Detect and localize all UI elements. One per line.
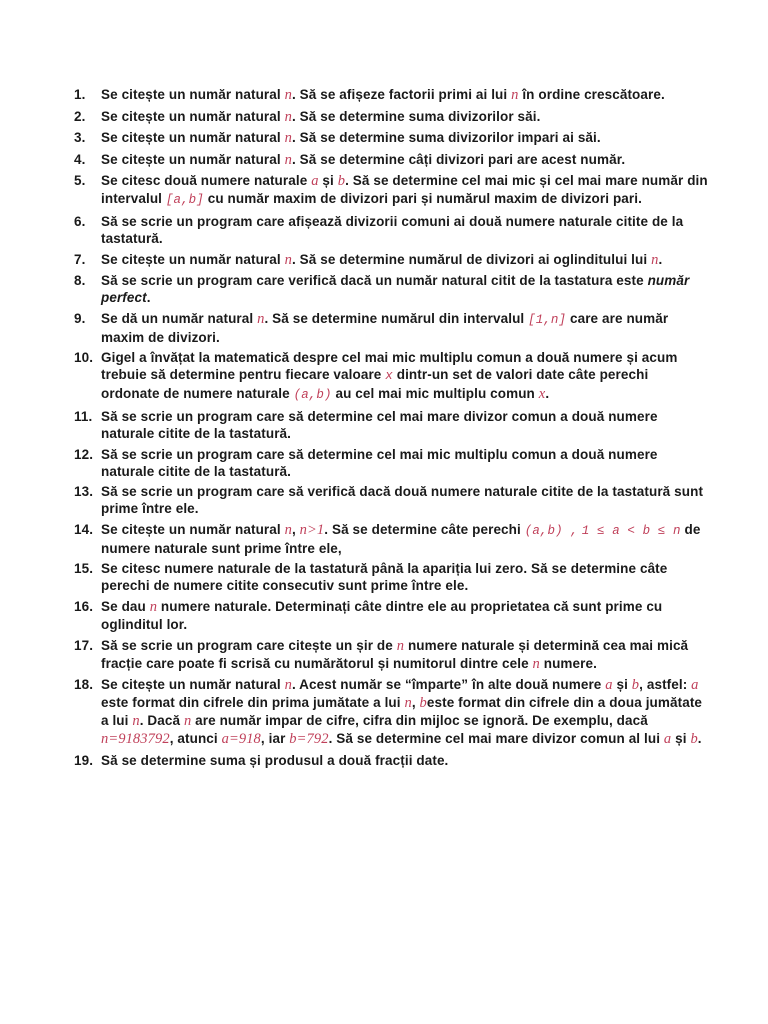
problem-text: . Să se determine câți divizori pari are acest număr. — [291, 151, 626, 167]
problem-text: Se citește un număr natural — [101, 151, 285, 167]
problem-text: . Dacă — [139, 713, 184, 729]
problem-text: numere naturale. Determinați câte dintre ele au proprietatea că sunt prime cu oglinditul lor. — [101, 598, 663, 632]
problem-text: are număr impar de cifre, cifra din mijloc se ignoră. De exemplu, dacă — [191, 713, 648, 729]
math-variable: b=792 — [289, 731, 329, 748]
problem-item — [74, 752, 708, 769]
problem-item — [74, 86, 708, 104]
problem-text: numere. — [539, 655, 597, 671]
problem-number: 6. — [74, 213, 86, 229]
problem-number: 8. — [74, 273, 86, 289]
math-variable: n — [511, 87, 519, 103]
problem-number: 10. — [74, 350, 94, 366]
problem-item — [74, 129, 708, 147]
problem-text: Se citesc două numere naturale — [101, 173, 312, 189]
math-variable: n — [284, 130, 292, 147]
problem-text: . Să se determine suma divizorilor impari ai săi. — [291, 130, 601, 146]
code-expression: x — [385, 369, 393, 384]
problem-text: . — [545, 386, 550, 402]
math-variable: a — [311, 173, 319, 190]
problem-text: Să se scrie un program care verifică dacă un număr natural citit de la tastatura este — [101, 273, 648, 289]
math-variable: n>1 — [299, 521, 325, 538]
math-variable: n — [396, 637, 405, 654]
math-variable: n — [257, 310, 265, 327]
problem-text: Să se scrie un program care să determine cel mai mare divizor comun a două numere naturale citite de la tastatură. — [101, 408, 658, 441]
math-variable: a — [605, 677, 613, 694]
problem-number: 18. — [74, 677, 94, 693]
problem-text: Se citește un număr natural — [101, 108, 285, 124]
problem-text: Se citește un număr natural — [101, 87, 285, 102]
code-expression: [a,b] — [165, 193, 204, 208]
math-variable: b — [631, 677, 640, 694]
problem-item — [74, 637, 708, 673]
problem-text: Gigel a învățat la matematică despre cel mai mic multiplu comun a două numere și acum trebuie să determine pentru fiecare valoare — [101, 350, 678, 383]
problem-text: . Să se determine numărul de divizori ai oglinditului lui — [291, 251, 652, 267]
math-variable: n — [532, 655, 540, 672]
emphasized-term: număr perfect — [101, 273, 690, 306]
problem-item — [74, 483, 708, 517]
math-variable: n — [284, 108, 292, 125]
problem-number: 11. — [74, 408, 93, 424]
problem-text: , atunci — [169, 731, 222, 747]
problem-text: Se dă un număr natural — [101, 310, 258, 326]
math-variable: n — [651, 251, 659, 268]
problem-item — [74, 560, 708, 594]
problem-number: 17. — [74, 637, 94, 653]
problem-text: Se dau — [101, 598, 150, 614]
math-variable: a — [691, 677, 699, 694]
problem-text: . Să se determine cel mai mare divizor comun al lui — [328, 731, 664, 747]
problem-text: . — [697, 731, 702, 747]
problem-item — [74, 151, 708, 169]
problem-text: Se citește un număr natural — [101, 677, 285, 693]
problem-item — [74, 598, 708, 633]
math-variable: n — [284, 251, 292, 268]
code-expression: (a,b) , — [524, 523, 578, 538]
problem-number: 2. — [74, 108, 86, 124]
problem-number: 9. — [74, 310, 86, 326]
math-variable: b — [690, 731, 698, 748]
problem-text: Se citește un număr natural — [101, 521, 285, 537]
problem-number: 5. — [74, 173, 86, 189]
problem-text: dintr-un set de valori date câte perechi ordonate de numere naturale — [101, 367, 649, 402]
problem-number: 3. — [74, 130, 86, 146]
problem-text: , iar — [260, 731, 290, 747]
problem-text: . — [146, 290, 151, 306]
problem-text: Se citesc numere naturale de la tastatură până la apariția lui zero. Să se determine câte perechi de numere citite consecutiv sunt prime între ele. — [101, 561, 668, 594]
math-variable: n — [132, 713, 140, 730]
problem-text: este format din cifrele din prima jumătate a lui — [101, 695, 405, 711]
problem-text: Să se scrie un program care să verifică dacă două numere naturale citite de la tastatură sunt prime între ele. — [101, 484, 704, 517]
problem-text: de numere naturale sunt prime între ele, — [101, 521, 701, 556]
problem-item — [74, 446, 708, 480]
problem-item — [74, 172, 708, 209]
problem-text: în ordine crescătoare. — [518, 87, 665, 102]
math-variable: a — [663, 731, 672, 748]
problem-text: , — [411, 695, 420, 711]
problem-text: . Să se determine suma divizorilor săi. — [291, 108, 541, 124]
problem-text: . Să se determine cel mai mic și cel mai mare număr din intervalul — [101, 173, 708, 207]
math-variable: n — [284, 151, 292, 168]
problem-number: 14. — [74, 521, 94, 537]
problem-text: . Să se determine câte perechi — [324, 521, 525, 537]
problem-item — [74, 521, 708, 557]
problem-text: Se citește un număr natural — [101, 130, 285, 146]
code-expression: 1 ≤ a < b ≤ n — [581, 523, 681, 538]
problem-item — [74, 213, 708, 247]
problem-text: , astfel: — [639, 677, 692, 693]
problem-item — [74, 408, 708, 442]
problem-number: 4. — [74, 151, 86, 167]
code-expression: [1,n] — [528, 312, 567, 327]
problem-item — [74, 108, 708, 126]
problem-text: Să se scrie un program care citește un șir de — [101, 637, 397, 653]
problem-item — [74, 349, 708, 404]
problem-text: au cel mai mic multiplu comun — [331, 386, 539, 402]
math-variable: n — [404, 695, 412, 712]
code-expression: (a,b) — [293, 388, 332, 403]
problem-number: 15. — [74, 561, 94, 577]
problem-number: 16. — [74, 598, 94, 614]
problem-number: 12. — [74, 446, 94, 462]
problem-text: și — [318, 173, 338, 189]
problem-number: 13. — [74, 484, 94, 500]
problem-text: numere naturale și determină cea mai mică fracție care poate fi scrisă cu numărătorul și numitorul dintre cele — [101, 637, 689, 671]
problem-text: Să se scrie un program care să determine cel mai mic multiplu comun a două numere naturale citite de la tastatură. — [101, 446, 658, 479]
problem-text: . Să se determine numărul din intervalul — [264, 310, 529, 326]
problem-text: este format din cifrele din a doua jumătate a lui — [101, 695, 703, 729]
problem-text: . — [658, 251, 663, 267]
problem-text: cu număr maxim de divizori pari și numărul maxim de divizori pari. — [203, 191, 642, 207]
problem-number: 7. — [74, 251, 86, 267]
math-variable: n — [284, 677, 292, 694]
math-variable: b — [337, 173, 346, 190]
problem-text: și — [612, 677, 632, 693]
math-variable: n — [284, 87, 292, 103]
math-variable: n — [284, 521, 292, 538]
problem-text: și — [671, 731, 691, 747]
problem-item — [74, 251, 708, 269]
math-variable: n=9183792 — [101, 731, 170, 748]
problem-item — [74, 310, 708, 346]
math-variable: n — [183, 713, 192, 730]
problem-text: , — [291, 521, 300, 537]
problem-text: . Să se afișeze factorii primi ai lui — [291, 87, 512, 102]
math-variable: n — [149, 598, 158, 615]
problem-list — [74, 86, 708, 769]
problem-item — [74, 676, 708, 748]
math-variable: a=918 — [221, 731, 261, 748]
problem-number: 19. — [74, 752, 94, 768]
problem-item — [74, 272, 708, 306]
math-variable: b — [419, 695, 427, 712]
math-variable: x — [538, 386, 546, 403]
problem-text: Se citește un număr natural — [101, 251, 285, 267]
problem-text: . Acest număr se “împarte” în alte două numere — [291, 677, 606, 693]
problem-text: care are număr maxim de divizori. — [101, 310, 669, 345]
problem-text: Să se determine suma și produsul a două fracții date. — [101, 752, 449, 768]
problem-text: Să se scrie un program care afișează divizorii comuni ai două numere naturale citite de la tastatură. — [101, 213, 684, 246]
problem-number: 1. — [74, 87, 86, 102]
